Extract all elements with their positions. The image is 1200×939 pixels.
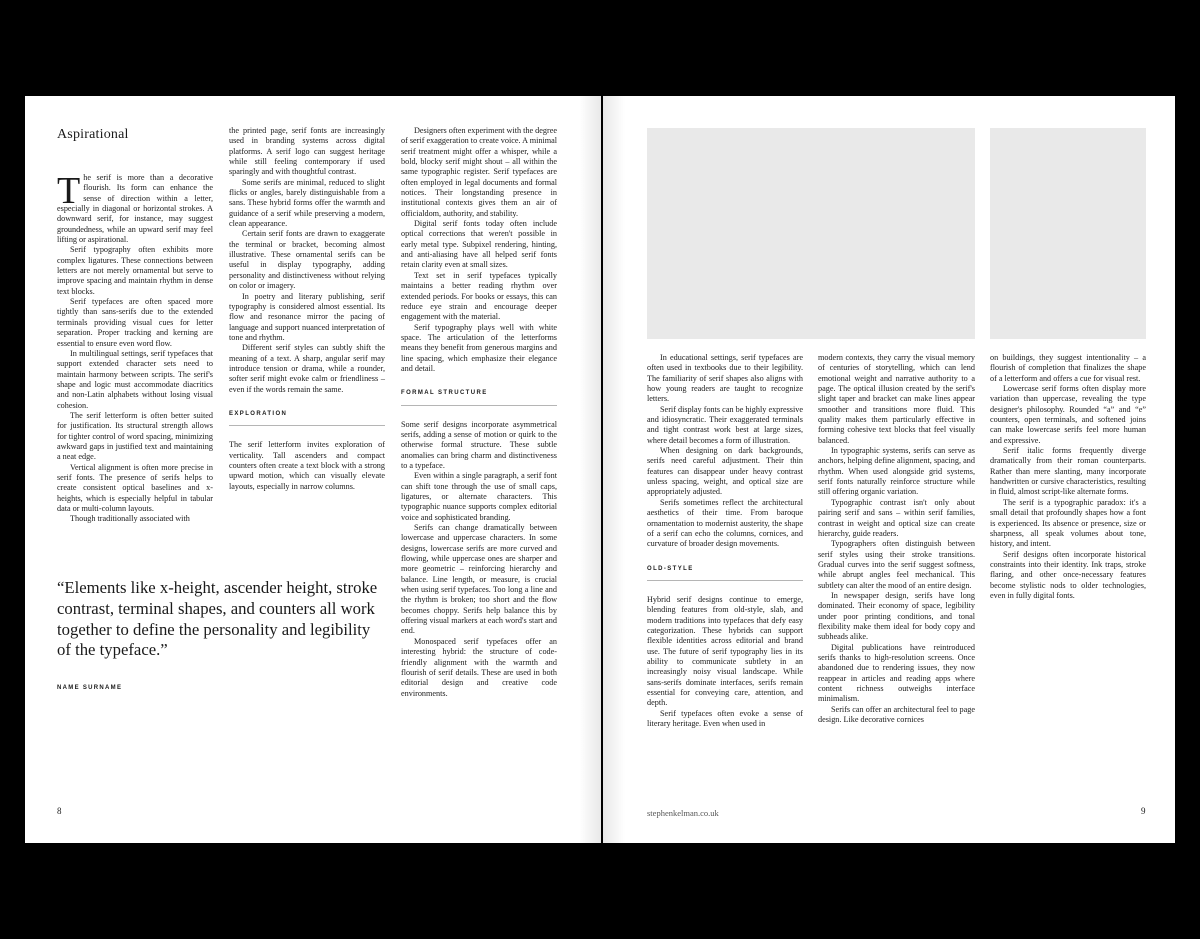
- body-paragraph: Serif designs often incorporate historical constraints into their identity. Ink traps, stroke flaring, and other once-necessary features become stylistic nods to older technologies, even in fully digital fonts.: [990, 549, 1146, 600]
- body-paragraph: The serif letterform is often better suited for justification. Its structural strength allows for tighter control of word spacing, minimizing awkward gaps in justified text and maintaining a neat edge.: [57, 410, 213, 462]
- page-number-left: 8: [57, 806, 62, 816]
- body-paragraph: Though traditionally associated with: [70, 514, 190, 524]
- body-paragraph: When designing on dark backgrounds, serifs need careful adjustment. Their thin features can disappear under heavy contrast unless spacing, weight, and optical size are appropriately adjusted.: [647, 446, 803, 497]
- body-paragraph: Different serif styles can subtly shift the meaning of a text. A sharp, angular serif may introduce tension or drama, while a rounder, softer serif might evoke calm or friendliness – even if the words remain the same.: [229, 343, 385, 394]
- left-column-2: [229, 126, 385, 492]
- body-paragraph: Serifs sometimes reflect the architectural aesthetics of their time. From baroque ornamentation to modernist austerity, the shape of a serif can echo the columns, cornices, and curvature of broader design movements.: [647, 497, 803, 549]
- body-paragraph: Some serifs are minimal, reduced to slight flicks or angles, barely distinguishable from a sans. These hybrid forms offer the warmth and guidance of a serif while preserving a modern, clean appearance.: [229, 177, 385, 229]
- body-paragraph: Lowercase serif forms often display more variation than uppercase, revealing the type designer's philosophy. Rounded “a” and “e” counters, open terminals, and softened joins can make lowercase serifs feel more human and expressive.: [990, 384, 1146, 445]
- body-paragraph: In multilingual settings, serif typefaces that support extended character sets need to maintain harmony between scripts. The serif's shape and logic must accommodate diacritics and non-Latin alphabets without losing visual cohesion.: [57, 348, 213, 410]
- body-paragraph: In typographic systems, serifs can serve as anchors, helping define alignment, spacing, and rhythm. When used alongside grid systems, serif fonts naturally reinforce structure while still offering organic variation.: [818, 446, 975, 497]
- spine-shadow: [579, 96, 601, 843]
- left-column-1: [57, 170, 213, 525]
- body-paragraph: Typographic contrast isn't only about pairing serif and sans – within serif families, contrast in weight and optical size can create hierarchy, guide readers.: [818, 497, 975, 538]
- right-page: [603, 96, 1175, 843]
- body-paragraph: modern contexts, they carry the visual memory of centuries of storytelling, which can lend emotional weight and narrative authority to a page. The optical illusion created by the serif's slight taper and bracket can make lines appear smoother and transitions more fluid. This quality makes them particularly effective in forming cohesive text blocks that feel visually balanced.: [818, 353, 975, 445]
- body-paragraph: Serif italic forms frequently diverge dramatically from their roman counterparts. Rather than mere slanting, many incorporate handwritten or cursive characteristics, resulting in fluid, almost script-like alternate forms.: [990, 446, 1146, 497]
- body-paragraph: In educational settings, serif typefaces are often used in textbooks due to their legibility. The familiarity of serif shapes also aligns with how young readers are taught to recognize letters.: [647, 353, 803, 404]
- right-column-2: [818, 353, 975, 725]
- body-paragraph: In newspaper design, serifs have long dominated. Their economy of space, legibility under poor printing conditions, and tonal flexibility make them ideal for body copy and subheads alike.: [818, 590, 975, 642]
- body-paragraph: Digital serif fonts today often include optical corrections that weren't possible in early metal type. Subpixel rendering, hinting, and anti-aliasing have all helped serif fonts retain clarity even at small sizes.: [401, 219, 557, 270]
- body-paragraph: Typographers often distinguish between serif styles using their stroke transitions. Gradual curves into the serif suggest softness, while abrupt angles feel mechanical. This subtlety can alter the mood of an entire design.: [818, 539, 975, 590]
- right-column-1: [647, 353, 803, 729]
- body-paragraph: Some serif designs incorporate asymmetrical serifs, adding a sense of motion or quirk to the otherwise formal structure. These subtle anomalies can bring charm and distinctiveness to a typeface.: [401, 419, 557, 470]
- body-paragraph: Certain serif fonts are drawn to exaggerate the terminal or bracket, becoming almost illustrative. These ornamental serifs can be useful in display typography, adding personality and distinctiveness without relying on color or imagery.: [229, 229, 385, 291]
- body-paragraph: Serif typefaces are often spaced more tightly than sans-serifs due to the extended terminals providing visual cues for letter separation. Proper tracking and kerning are essential to ensure even word flow.: [57, 297, 213, 348]
- pull-quote: “Elements like x-height, ascender height, stroke contrast, terminal shapes, and counters all work together to define the personality and legibility of the typeface.”: [57, 578, 378, 660]
- left-page: [25, 96, 601, 843]
- body-paragraph: Designers often experiment with the degree of serif exaggeration to create voice. A minimal serif treatment might offer a whisper, while a bold, blocky serif might shout – all within the same typographic register. Serif typefaces are often employed in legal documents and formal notices. Their longstanding presence in institutional contexts gives them an air of officialdom, authority, and stability.: [401, 126, 558, 218]
- right-column-3: [990, 353, 1146, 601]
- left-column-3: [401, 126, 557, 699]
- body-paragraph: the printed page, serif fonts are increasingly used in branding systems across digital platforms. A serif logo can suggest heritage while still feeling contemporary if used sparingly and with thoughtful contrast.: [229, 126, 385, 177]
- section-title-old-style: OLD-STYLE: [647, 550, 803, 581]
- body-paragraph: Monospaced serif typefaces offer an interesting hybrid: the structure of code-friendly alignment with the warmth and flourish of serif details. These are used in both editorial design and creative code environments.: [401, 636, 557, 698]
- section-title-exploration: EXPLORATION: [229, 395, 385, 426]
- section-title-formal-structure: FORMAL STRUCTURE: [401, 374, 557, 405]
- body-paragraph: Serifs can change dramatically between lowercase and uppercase characters. In some designs, lowercase serifs are more curved and flowing, while uppercase ones are sharper and more geometric – reinforcing hierarchy and balance. Line length, or measure, is crucial when using serif typefaces. Too long a line and the rhythm is broken; too short and the flow becomes choppy. Serifs help balance this by offering visual markers at each word's start and end.: [401, 523, 557, 636]
- body-paragraph: The serif letterform invites exploration of verticality. Tall ascenders and compact counters often create a text block with a strong upward motion, which can visually elevate layouts, especially in narrow columns.: [229, 440, 385, 491]
- body-paragraph: The serif is more than a decorative flourish. Its form can enhance the sense of direction within a letter, especially in diagonal or horizontal strokes. A downward serif, for instance, may suggest groundedness, while an upward serif may feel lifting or aspirational.: [57, 170, 213, 245]
- footer-url: stephenkelman.co.uk: [647, 808, 719, 818]
- body-paragraph: Serif typefaces often evoke a sense of literary heritage. Even when used in: [647, 708, 803, 728]
- body-paragraph: Even within a single paragraph, a serif font can shift tone through the use of small caps, ligatures, or alternate characters. This typographic nuance supports complex editorial voice and sophisticated branding.: [401, 471, 557, 522]
- body-paragraph: The serif is a typographic paradox: it's a small detail that profoundly shapes how a font is experienced. Its absence or presence, size or sharpness, all speak volumes about tone, history, and intent.: [990, 497, 1146, 549]
- body-paragraph: Serif display fonts can be highly expressive and idiosyncratic. Their exaggerated terminals and tight contrast work best at large sizes, where detail becomes a form of illustration.: [647, 404, 803, 445]
- spine-shadow: [603, 96, 625, 843]
- drop-cap: T: [57, 170, 81, 212]
- quote-attribution: NAME SURNAME: [57, 685, 123, 691]
- body-paragraph: Hybrid serif designs continue to emerge, blending features from old-style, slab, and modern traditions into typefaces that defy easy categorization. These hybrids can support flexible identities across editorial and brand use. The future of serif typography lies in its ability to communicate subtlety in an increasingly noisy visual landscape. While sans-serifs dominate interfaces, serifs remain essential for conveying care, attention, and depth.: [647, 594, 803, 708]
- body-paragraph: Vertical alignment is often more precise in serif fonts. The presence of serifs helps to create consistent optical baselines and x-heights, which is especially helpful in tabular data or multi-column layouts.: [57, 462, 213, 513]
- chapter-title: Aspirational: [57, 127, 129, 142]
- image-placeholder-small: [990, 128, 1146, 339]
- body-paragraph: Digital publications have reintroduced serifs thanks to high-resolution screens. Once abandoned due to rendering issues, they now reappear in articles and reading apps where content richness outweighs interface minimalism.: [818, 642, 975, 704]
- body-paragraph: Text set in serif typefaces typically maintains a better reading rhythm over extended periods. For books or essays, this can reduce eye strain and encourage deeper engagement with the material.: [401, 270, 557, 322]
- body-paragraph: Serif typography often exhibits more complex ligatures. These connections between letters are not merely ornamental but serve to improve spacing and maintain rhythm in dense text blocks.: [57, 245, 213, 296]
- body-paragraph: Serif typography plays well with white space. The articulation of the letterforms means they benefit from generous margins and line spacing, which emphasize their elegance and detail.: [401, 322, 557, 373]
- body-paragraph: Serifs can offer an architectural feel to page design. Like decorative cornices: [818, 704, 975, 725]
- image-placeholder-large: [647, 128, 975, 339]
- body-paragraph: In poetry and literary publishing, serif typography is considered almost essential. Its flow and resonance mirror the pacing of language and support nuanced interpretation of tone and rhythm.: [229, 291, 385, 342]
- page-number-right: 9: [1141, 806, 1146, 816]
- body-paragraph: on buildings, they suggest intentionality – a flourish of completion that finalizes the shape of a letterform and offers a cue for visual rest.: [990, 353, 1146, 383]
